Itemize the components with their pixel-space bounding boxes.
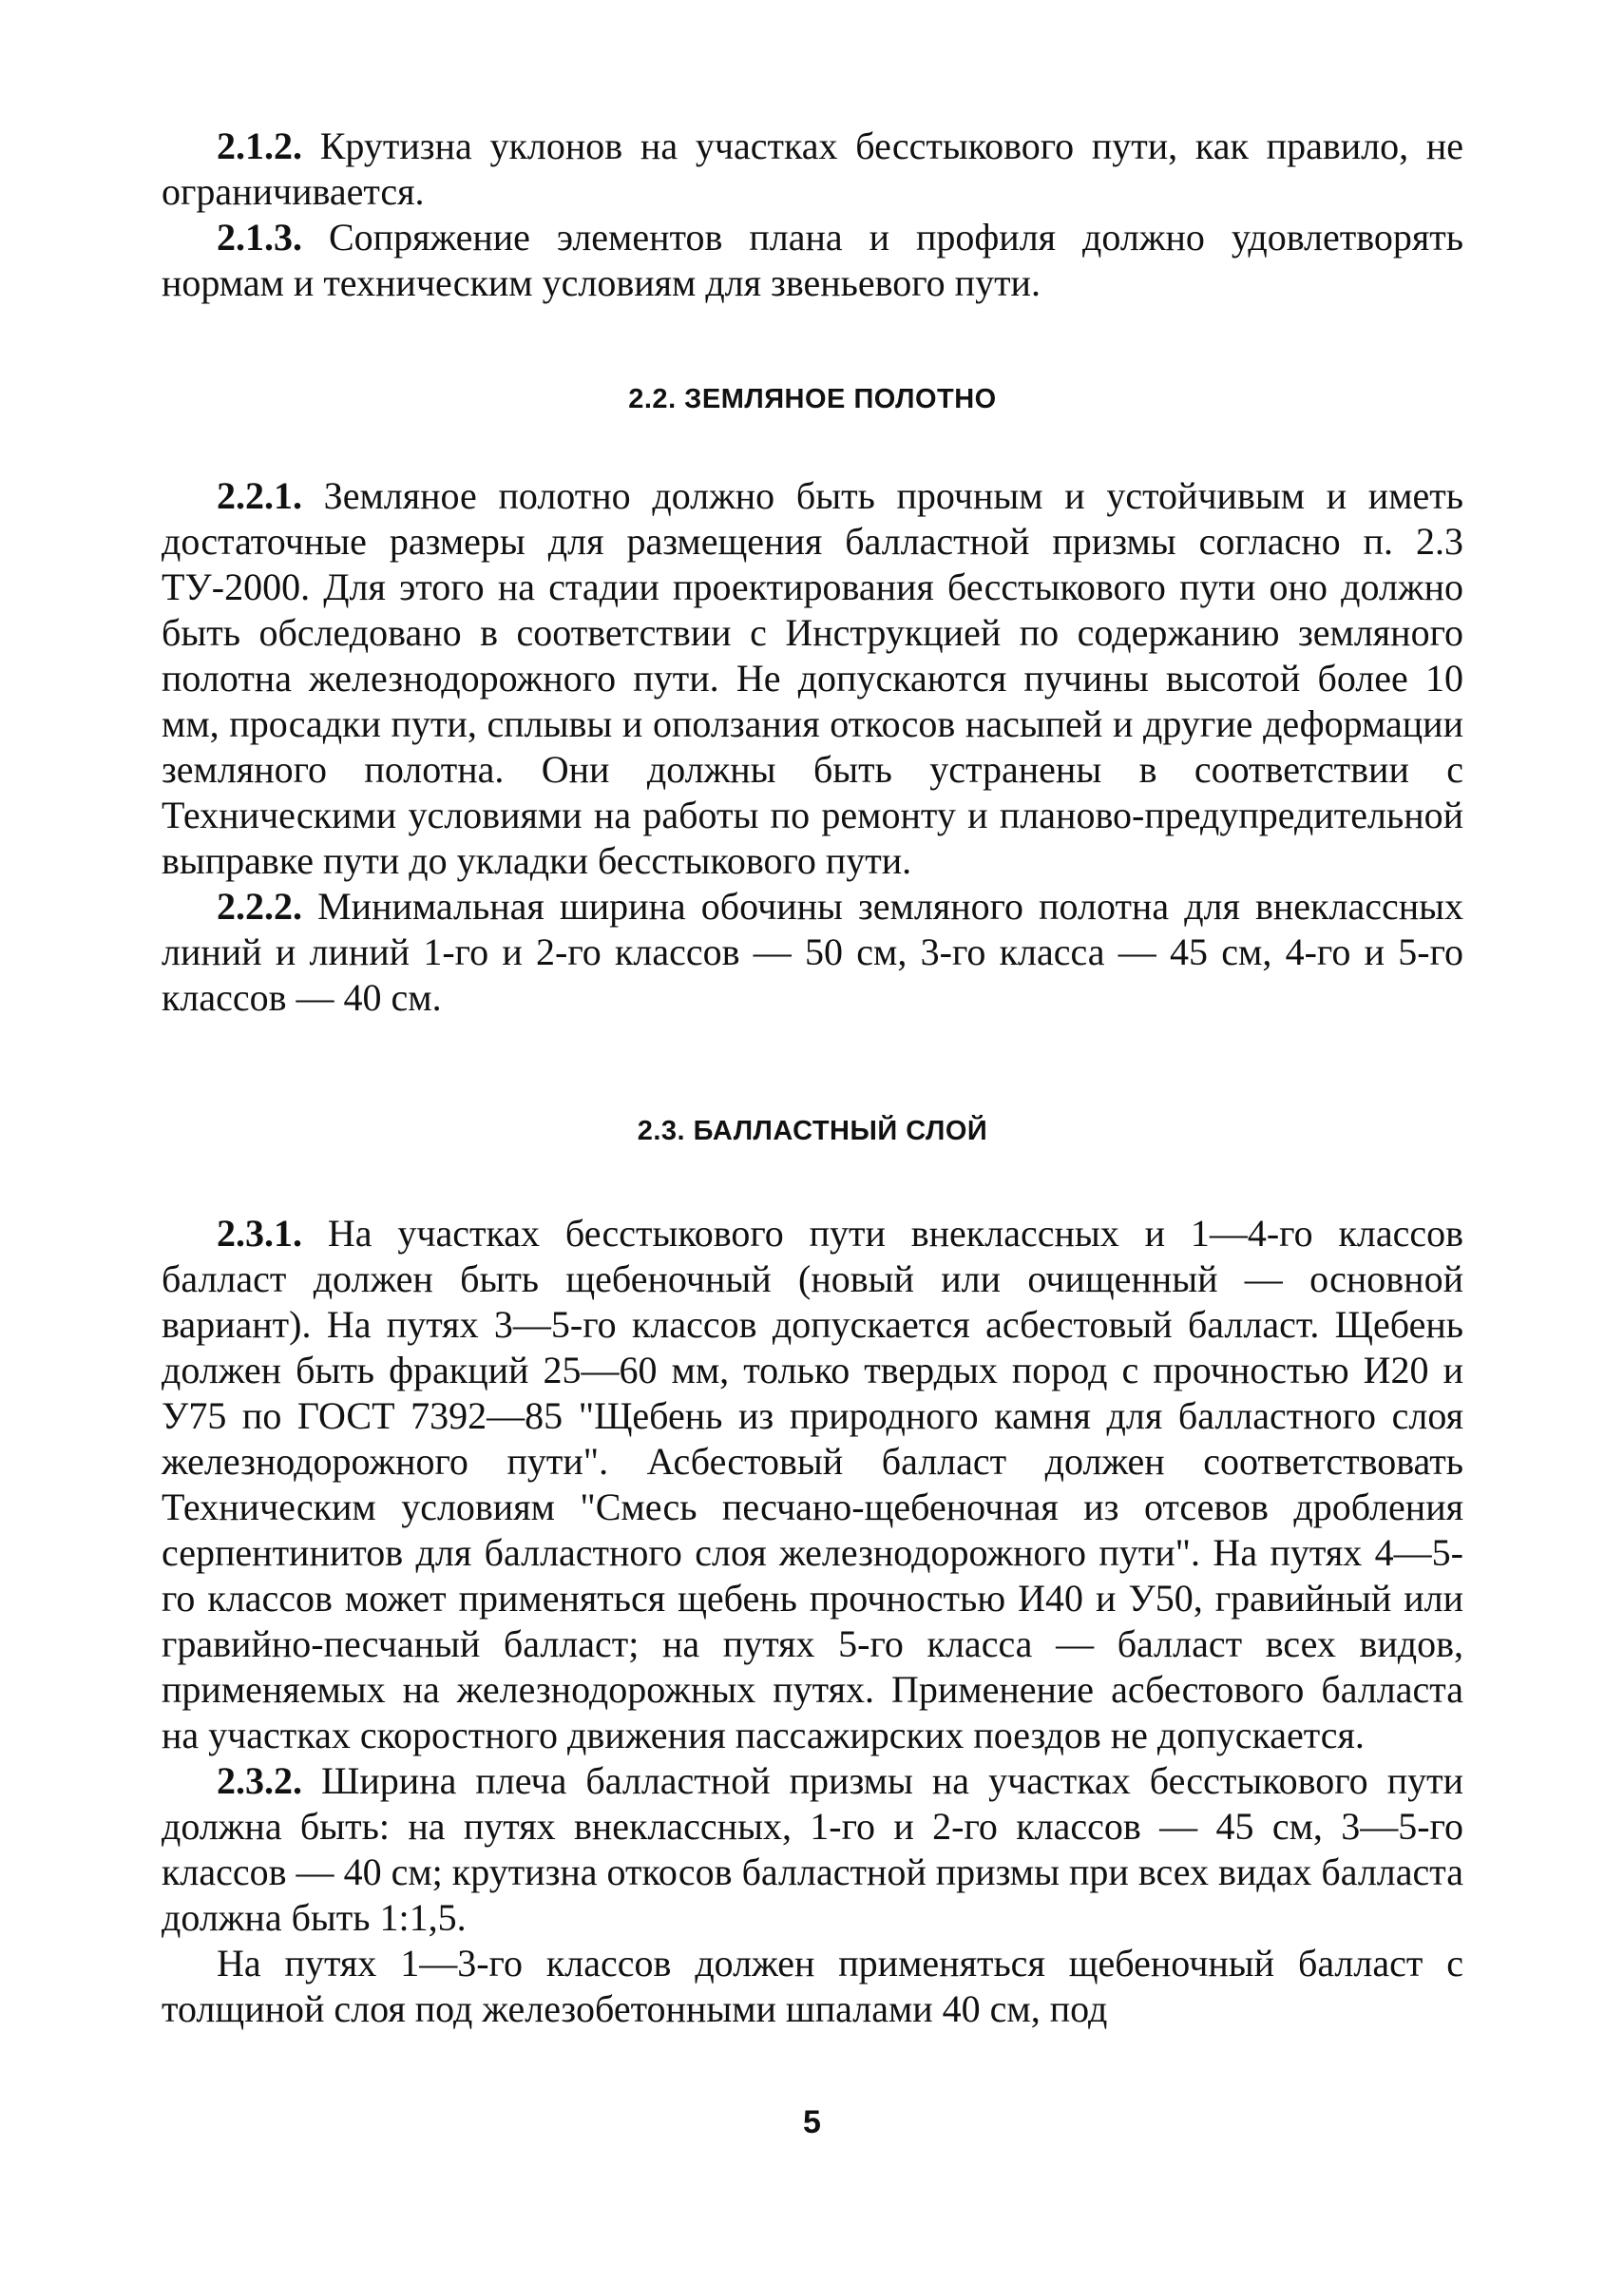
clause-text: Земляное полотно должно быть прочным и устойчивым и иметь достаточные размеры для размещения балластной призмы согласно п. 2.3 ТУ-2000. Для этого на стадии проектирования бесстыкового пути оно должно быть обследовано в соответствии с Инструкцией по содержанию земляного полотна железнодорожного пути. Не допускаются пучины высотой более 10 мм, просадки пути, сплывы и оползания откосов насыпей и другие деформации земляного полотна. Они должны быть устранены в соответствии с Техническими условиями на работы по ремонту и планово-предупредительной выправке пути до укладки бесстыкового пути. (162, 474, 1463, 882)
clause-number: 2.3.1. (217, 1212, 302, 1255)
clause-text: Крутизна уклонов на участках бесстыкового пути, как правило, не ограничивается. (162, 125, 1463, 213)
clause-text: Сопряжение элементов плана и профиля должно удовлетворять нормам и техническим условиям для звеньевого пути. (162, 216, 1463, 304)
clause-number: 2.1.3. (217, 216, 302, 259)
section-heading-2-3: 2.3. БАЛЛАСТНЫЙ СЛОЙ (637, 1116, 988, 1146)
clause-text: Минимальная ширина обочины земляного полотна для внеклассных линий и линий 1-го и 2-го классов — 50 см, 3-го класса — 45 см, 4-го и 5-го классов — 40 см. (162, 885, 1463, 1019)
paragraph-2-1-3 (162, 215, 1463, 306)
paragraph-2-1-2 (162, 124, 1463, 215)
paragraph-2-3-2 (162, 1758, 1463, 1941)
page-number: 5 (803, 2104, 821, 2140)
clause-text: На участках бесстыкового пути внеклассных и 1—4-го классов балласт должен быть щебеночный (новый или очищенный — основной вариант). На путях 3—5-го классов допускается асбестовый балласт. Щебень должен быть фракций 25—60 мм, только твердых пород с прочностью И20 и У75 по ГОСТ 7392—85 "Щебень из природного камня для балластного слоя железнодорожного пути". Асбестовый балласт должен соответствовать Техническим условиям "Смесь песчано-щебеночная из отсевов дробления серпентинитов для балластного слоя железнодорожного пути". На путях 4—5-го классов может применяться щебень прочностью И40 и У50, гравийный или гравийно-песчаный балласт; на путях 5-го класса — балласт всех видов, применяемых на железнодорожных путях. Применение асбестового балласта на участках скоростного движения пассажирских поездов не допускается. (162, 1212, 1463, 1756)
paragraph-2-2-1 (162, 473, 1463, 884)
clause-number: 2.3.2. (217, 1759, 302, 1802)
page-content (162, 124, 1463, 2032)
clause-text: Ширина плеча балластной призмы на участках бесстыкового пути должна быть: на путях внеклассных, 1-го и 2-го классов — 45 см, 3—5-го классов — 40 см; крутизна откосов балластной призмы при всех видах балласта должна быть 1:1,5. (162, 1759, 1463, 1939)
section-heading-2-2: 2.2. ЗЕМЛЯНОЕ ПОЛОТНО (628, 384, 997, 414)
paragraph-2-3-1 (162, 1211, 1463, 1758)
clause-number: 2.2.2. (217, 885, 302, 928)
clause-number: 2.2.1. (217, 474, 302, 517)
clause-number: 2.1.2. (217, 125, 302, 167)
paragraph-continuation: На путях 1—3-го классов должен применяться щебеночный балласт с толщиной слоя под железобетонными шпалами 40 см, под (162, 1942, 1463, 2030)
paragraph-2-2-2 (162, 884, 1463, 1021)
